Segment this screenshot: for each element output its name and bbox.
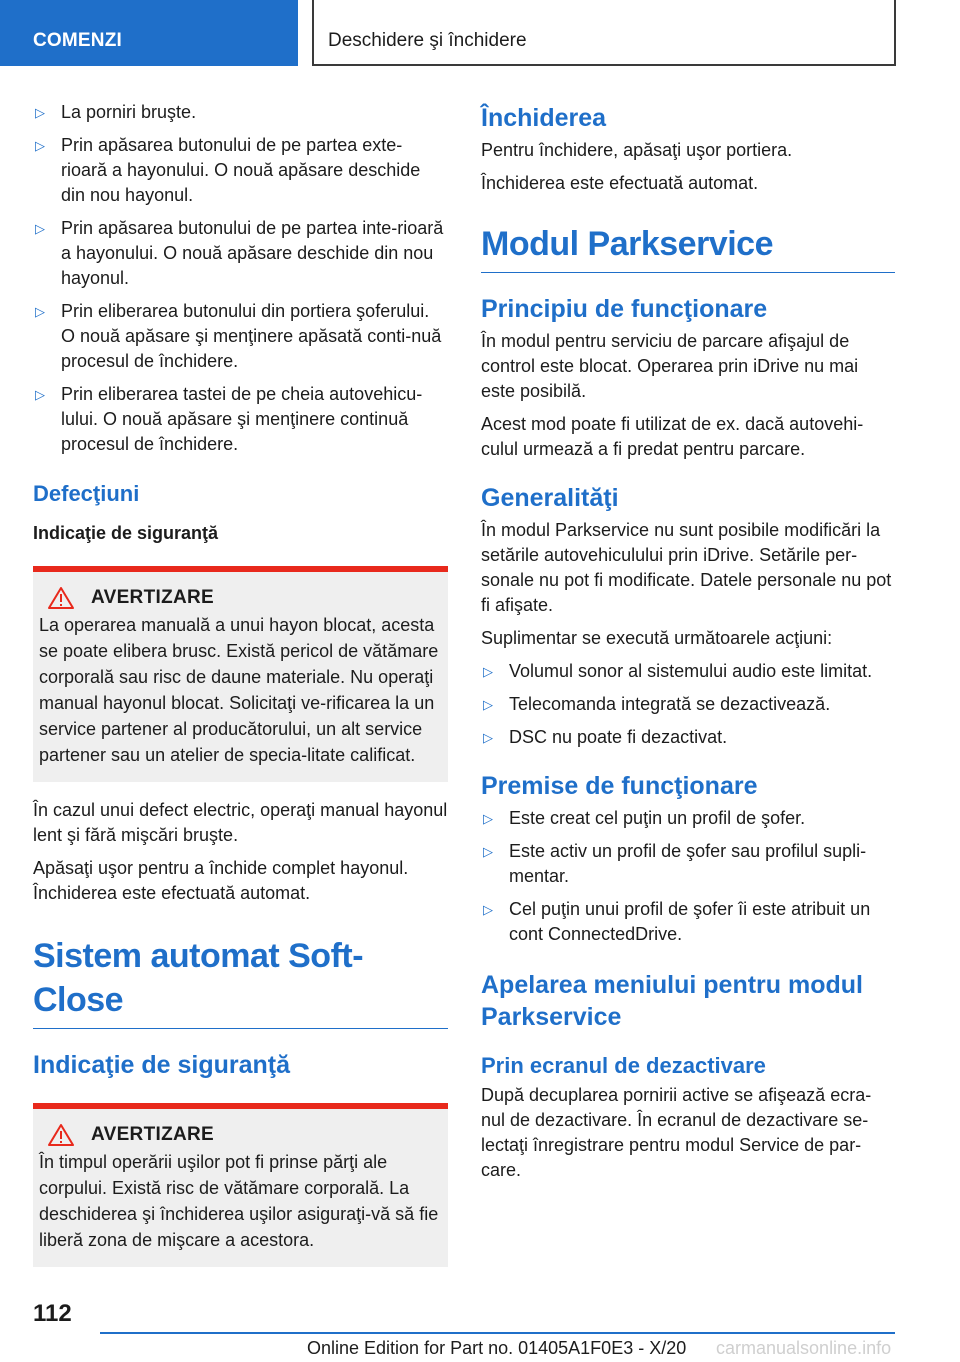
list-item: ▷ DSC nu poate fi dezactivat. [481,725,895,750]
paragraph: După decuplarea pornirii active se afişează ecra‐nul de dezactivare. În ecranul de dezactivare se‐lectaţi înregistrare pentru modul Service de par‐care. [481,1085,872,1180]
paragraph: În modul Parkservice nu sunt posibile modificări la setările autovehiculului prin iDrive. Setările per‐sonale nu pot fi modificate. Datele personale nu pot fi afişate. [481,520,892,615]
triangle-bullet-icon: ▷ [483,811,493,826]
warning-title: AVERTIZARE [91,587,214,608]
list-item: ▷ Este creat cel puţin un profil de şofer. [481,806,895,831]
watermark-text: carmanualsonline.info [716,1338,892,1358]
list-item: ▷ Prin eliberarea butonului din portiera şoferului. O nouă apăsare şi menţinere apăsată conti‐nuă procesul de închidere. [35,301,442,371]
section-tab: COMENZI [0,0,298,66]
edition-text: Online Edition for Part no. 01405A1F0E3 - X/20 [307,1338,687,1358]
paragraph: Acest mod poate fi utilizat de ex. dacă autovehi‐culul urmează a fi predat pentru parcare. [481,414,864,459]
chapter-tab: Deschidere şi închidere [312,0,896,66]
trigger-list [33,100,448,457]
list-item: ▷ Volumul sonor al sistemului audio este limitat. [481,659,895,684]
list-item: ▷ Prin apăsarea butonului de pe partea inte‐rioară a hayonului. O nouă apăsare deschide din nou hayonul. [35,218,444,288]
triangle-bullet-icon: ▷ [483,697,493,712]
softclose-heading: Sistem automat Soft-Close [33,934,448,1029]
prereq-list [481,806,895,947]
warning-header [39,1123,440,1147]
list-item: ▷ Prin apăsarea butonului de pe partea exte‐rioară a hayonului. O nouă apăsare deschide din nou hayonul. [35,135,421,205]
triangle-bullet-icon: ▷ [35,105,45,120]
list-item: ▷ Este activ un profil de şofer sau profilul supli‐mentar. [483,841,867,886]
triangle-bullet-icon: ▷ [483,844,493,859]
defects-heading: Defecţiuni [33,481,140,506]
triangle-bullet-icon: ▷ [483,730,493,745]
left-column [33,100,448,1267]
warning-triangle-icon [47,1123,75,1147]
screen-heading: Prin ecranul de dezactivare [481,1053,766,1078]
paragraph: Pentru închidere, apăsaţi uşor portiera. [481,140,793,160]
triangle-bullet-icon: ▷ [35,387,45,402]
warning-title: AVERTIZARE [91,1124,214,1145]
safety-subheading: Indicaţie de siguranţă [33,523,219,543]
warning-text: În timpul operării uşilor pot fi prinse părţi ale corpului. Există risc de vătămare corporală. La deschiderea şi închiderea uşilor asiguraţi-vă să fie liberă zona de mişcare a acestora. [39,1152,439,1250]
page-number: 112 [33,1300,72,1327]
footer-divider [100,1332,895,1334]
triangle-bullet-icon: ▷ [35,304,45,319]
parkservice-heading: Modul Parkservice [481,222,895,273]
general-heading: Generalităţi [481,484,619,512]
paragraph: În cazul unui defect electric, operaţi manual hayonul lent şi fără mişcări bruşte. [33,800,448,845]
warning-text: La operarea manuală a unui hayon blocat, acesta se poate elibera brusc. Există pericol de vătămare corporală sau risc de daune materiale. Nu operaţi manual hayonul blocat. Solicitaţi ve‐rificarea la un service partener al producătorului, un alt service partener sau un atelier de specia‐litate calificat. [39,615,439,765]
closing-heading: Închiderea [481,104,607,132]
softclose-safety-heading: Indicaţie de siguranţă [33,1051,291,1079]
prereq-heading: Premise de funcţionare [481,772,758,800]
paragraph: Suplimentar se execută următoarele acţiuni: [481,628,833,648]
triangle-bullet-icon: ▷ [483,902,493,917]
warning-header [39,586,440,610]
triangle-bullet-icon: ▷ [35,138,45,153]
menu-heading: Apelarea meniului pentru modul Parkservice [481,971,863,1031]
warning-box [33,1103,448,1267]
paragraph: Apăsaţi uşor pentru a închide complet hayonul. Închiderea este efectuată automat. [33,858,409,903]
right-column [481,100,895,1191]
list-item: ▷ Prin eliberarea tastei de pe cheia autovehicu‐lului. O nouă apăsare şi menţinere continuă procesul de închidere. [35,384,423,454]
triangle-bullet-icon: ▷ [483,664,493,679]
list-item: ▷ La porniri bruşte. [33,100,448,125]
actions-list [481,659,895,750]
warning-box [33,566,448,782]
list-item: ▷ Telecomanda integrată se dezactivează. [481,692,895,717]
paragraph: În modul pentru serviciu de parcare afişajul de control este blocat. Operarea prin iDrive nu mai este posibilă. [481,331,859,401]
paragraph: Închiderea este efectuată automat. [481,173,759,193]
principle-heading: Principiu de funcţionare [481,295,768,323]
page-header [0,0,960,66]
warning-triangle-icon [47,586,75,610]
triangle-bullet-icon: ▷ [35,221,45,236]
list-item: ▷ Cel puţin unui profil de şofer îi este atribuit un cont ConnectedDrive. [483,899,871,944]
